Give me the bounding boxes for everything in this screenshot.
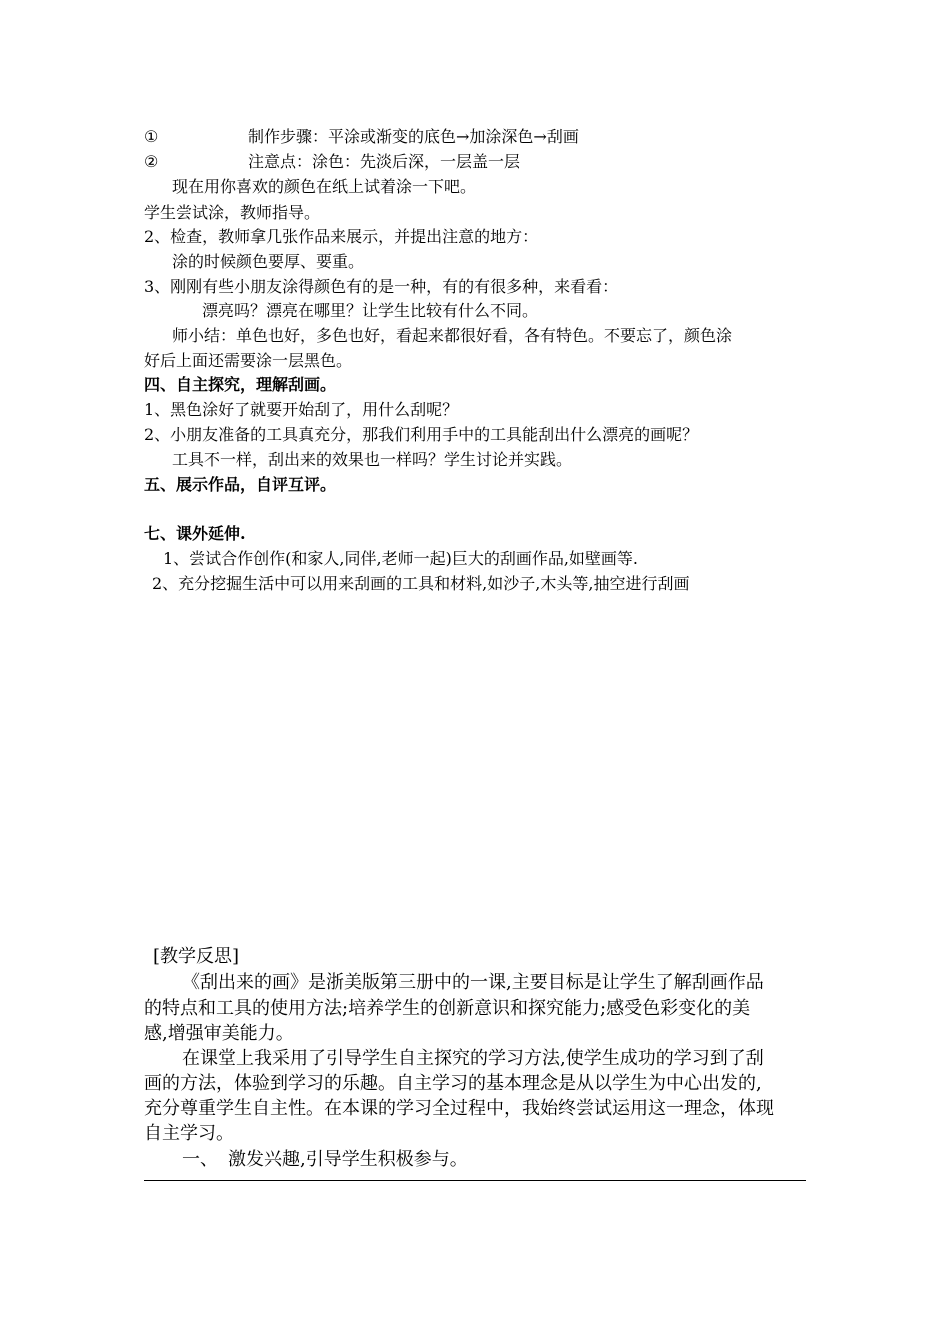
- paragraph-line: 现在用你喜欢的颜色在纸上试着涂一下吧。: [172, 177, 477, 196]
- step-marker: ②: [144, 152, 159, 171]
- paragraph-line: 好后上面还需要涂一层黑色。: [144, 351, 353, 370]
- section-heading: 四、自主探究，理解刮画。: [144, 375, 337, 394]
- paragraph-line: 3、刚刚有些小朋友涂得颜色有的是一种，有的有很多种，来看看：: [144, 277, 619, 296]
- paragraph-line: 自主学习。: [144, 1123, 234, 1144]
- step-text: 注意点：涂色：先淡后深，一层盖一层: [248, 152, 521, 171]
- paragraph-line: 学生尝试涂，教师指导。: [144, 203, 321, 222]
- reflection-point: [182, 1147, 468, 1173]
- paragraph-line: 在课堂上我采用了引导学生自主探究的学习方法,使学生成功的学习到了刮: [182, 1048, 764, 1069]
- paragraph-line: 1、黑色涂好了就要开始刮了，用什么刮呢？: [144, 400, 459, 419]
- paragraph-line: 画的方法，体验到学习的乐趣。自主学习的基本理念是从以学生为中心出发的,: [144, 1073, 762, 1094]
- paragraph-line: 2、充分挖掘生活中可以用来刮画的工具和材料,如沙子,木头等,抽空进行刮画: [152, 574, 690, 593]
- paragraph-line: 充分尊重学生自主性。在本课的学习全过程中，我始终尝试运用这一理念，体现: [144, 1098, 774, 1119]
- paragraph-line: 2、小朋友准备的工具真充分，那我们利用手中的工具能刮出什么漂亮的画呢？: [144, 425, 699, 444]
- step-marker: ①: [144, 127, 159, 146]
- paragraph-line: 工具不一样，刮出来的效果也一样吗？学生讨论并实践。: [172, 450, 573, 469]
- section-heading: 七、课外延伸.: [144, 524, 246, 543]
- paragraph-line: 师小结：单色也好，多色也好，看起来都很好看，各有特色。不要忘了，颜色涂: [172, 326, 733, 345]
- point-text: 激发兴趣,引导学生积极参与。: [228, 1149, 468, 1170]
- paragraph-line: 感,增强审美能力。: [144, 1023, 294, 1044]
- step-text: 制作步骤：平涂或渐变的底色→加涂深色→刮画: [248, 127, 579, 146]
- footer-divider: [144, 1180, 806, 1181]
- step-2: [144, 151, 520, 173]
- paragraph-line: 2、检查，教师拿几张作品来展示，并提出注意的地方：: [144, 227, 539, 246]
- reflection-heading: [教学反思]: [153, 946, 240, 967]
- paragraph-line: 漂亮吗？漂亮在哪里？让学生比较有什么不同。: [202, 301, 539, 320]
- paragraph-line: 的特点和工具的使用方法;培养学生的创新意识和探究能力;感受色彩变化的美: [144, 998, 751, 1019]
- step-1: [144, 126, 579, 148]
- point-marker: 一、: [182, 1149, 218, 1170]
- paragraph-line: 《刮出来的画》是浙美版第三册中的一课,主要目标是让学生了解刮画作品: [182, 972, 764, 993]
- paragraph-line: 涂的时候颜色要厚、要重。: [172, 252, 365, 271]
- paragraph-line: 1、尝试合作创作(和家人,同伴,老师一起)巨大的刮画作品,如壁画等.: [163, 549, 639, 568]
- section-heading: 五、展示作品，自评互评。: [144, 475, 337, 494]
